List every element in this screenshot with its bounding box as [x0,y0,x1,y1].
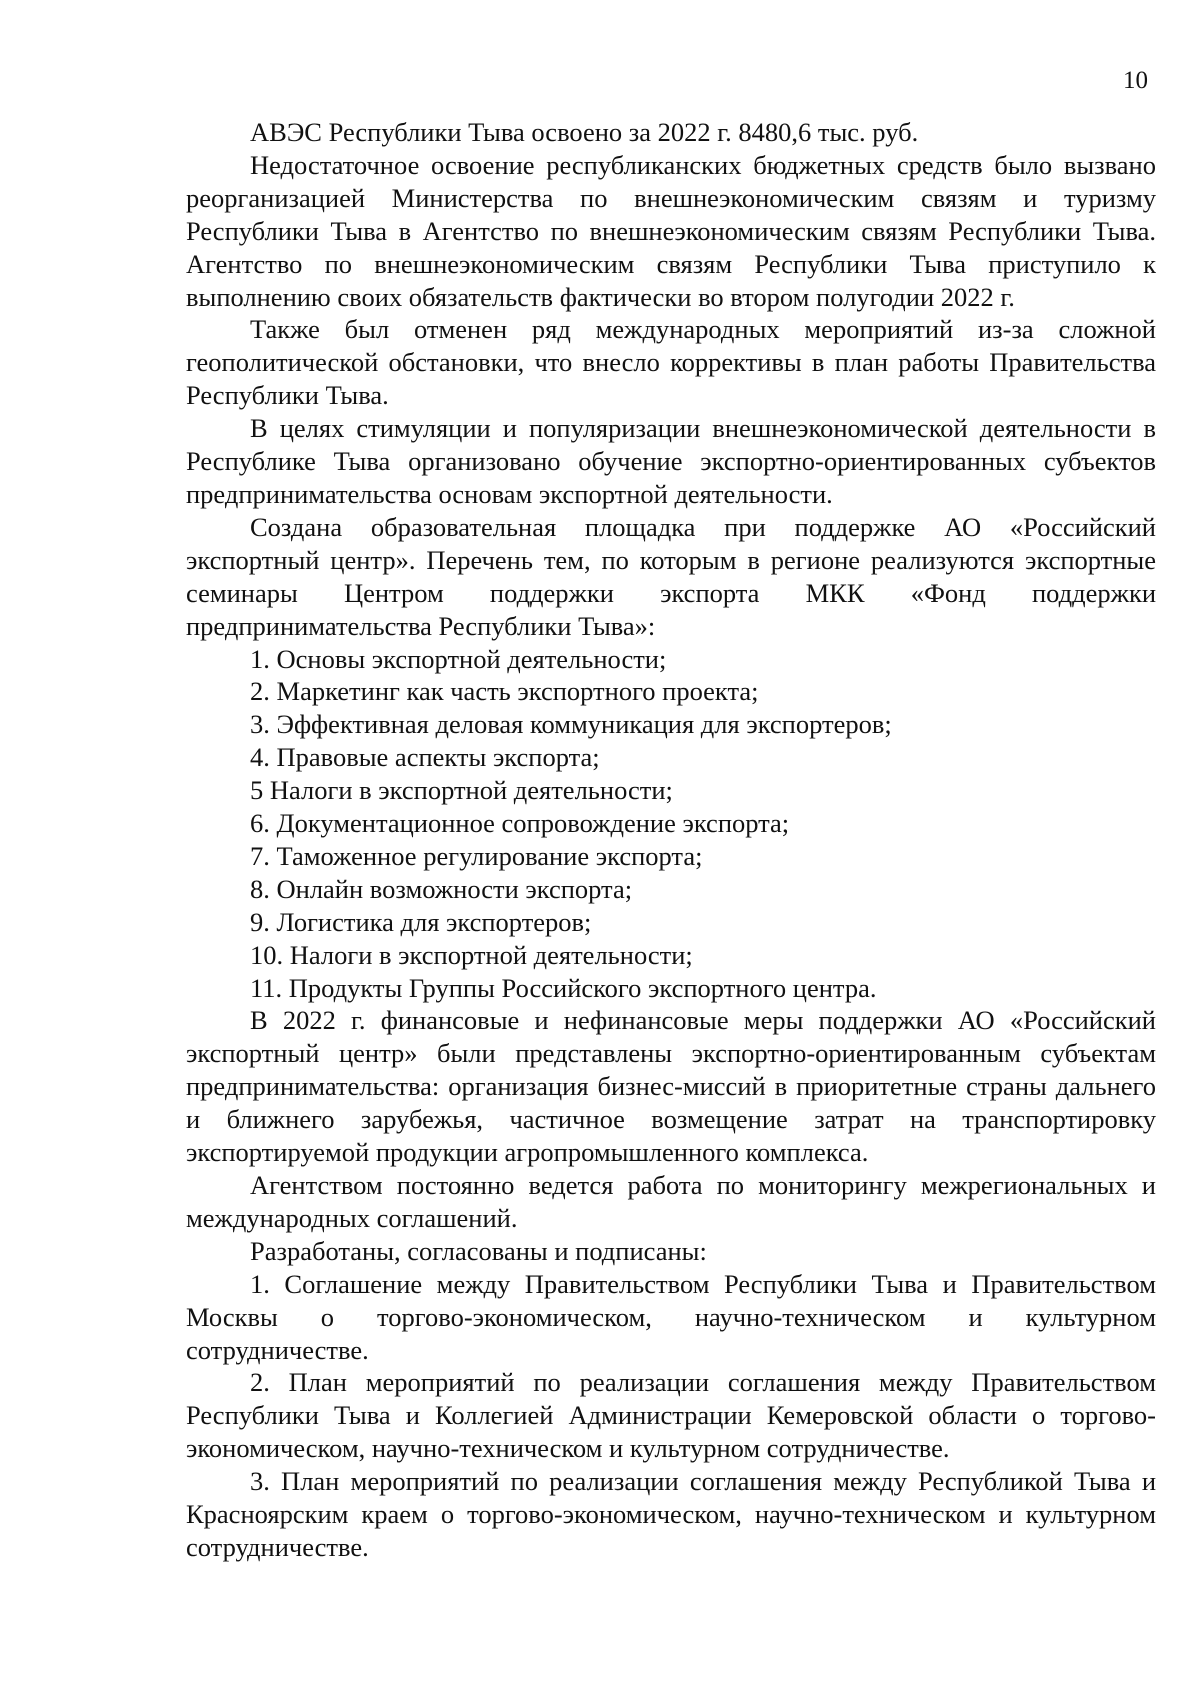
document-body [186,116,1156,1564]
list-item: 1. Основы экспортной деятельности; [250,643,667,674]
list-item: 6. Документационное сопровождение экспорта; [250,808,790,839]
list-item: 3. Эффективная деловая коммуникация для экспортеров; [250,709,892,740]
paragraph-monitoring: Агентством постоянно ведется работа по мониторингу межрегиональных и международных соглашений. [186,1170,1156,1233]
seminar-topics-list [186,643,1156,1005]
list-item: 8. Онлайн возможности экспорта; [250,873,633,904]
list-item: 5 Налоги в экспортной деятельности; [250,775,673,806]
list-item: 7. Таможенное регулирование экспорта; [250,840,703,871]
list-item: 2. Маркетинг как часть экспортного проекта; [250,676,759,707]
list-item: 10. Налоги в экспортной деятельности; [250,939,693,970]
paragraph-cancelled-events: Также был отменен ряд международных мероприятий из-за сложной геополитической обстановки, что внесло коррективы в план работы Правительства Республики Тыва. [186,314,1156,411]
paragraph-insufficient-funds: Недостаточное освоение республиканских бюджетных средств было вызвано реорганизацией Министерства по внешнеэкономическим связям и туризму Республики Тыва в Агентство по внешнеэкономическим связям Республики Тыва. Агентство по внешнеэкономическим связям Республики Тыва приступило к выполнению своих обязательств фактически во втором полугодии 2022 г. [186,149,1156,312]
paragraph-support-measures: В 2022 г. финансовые и нефинансовые меры поддержки АО «Российский экспортный центр» были представлены экспортно-ориентированным субъектам предпринимательства: организация бизнес-миссий в приоритетные страны дальнего и ближнего зарубежья, частичное возмещение затрат на транспортировку экспортируемой продукции агропромышленного комплекса. [186,1005,1156,1168]
list-item: 11. Продукты Группы Российского экспортного центра. [250,972,877,1003]
list-item: 9. Логистика для экспортеров; [250,906,592,937]
agreement-item-moscow: 1. Соглашение между Правительством Республики Тыва и Правительством Москвы о торгово-экономическом, научно-техническом и культурном сотрудничестве. [186,1268,1156,1365]
list-item: 4. Правовые аспекты экспорта; [250,742,600,773]
agreement-item-krasnoyarsk: 3. План мероприятий по реализации соглашения между Республикой Тыва и Красноярским краем о торгово-экономическом, научно-техническом и культурном сотрудничестве. [186,1466,1156,1562]
paragraph-avs-funds: АВЭС Республики Тыва освоено за 2022 г. 8480,6 тыс. руб. [250,117,919,147]
paragraph-educational-platform: Создана образовательная площадка при поддержке АО «Российский экспортный центр». Перечень тем, по которым в регионе реализуются экспортные семинары Центром поддержки экспорта МКК «Фонд поддержки предпринимательства Республики Тыва»: [186,511,1156,641]
agreement-item-kemerovo: 2. План мероприятий по реализации соглашения между Правительством Республики Тыва и Коллегией Администрации Кемеровской области о торгово-экономическом, научно-техническом и культурном сотрудничестве. [186,1367,1156,1464]
paragraph-export-training: В целях стимуляции и популяризации внешнеэкономической деятельности в Республике Тыва организовано обучение экспортно-ориентированных субъектов предпринимательства основам экспортной деятельности. [186,413,1156,509]
paragraph-signed-intro: Разработаны, согласованы и подписаны: [250,1235,707,1266]
page-number: 10 [1123,67,1148,94]
